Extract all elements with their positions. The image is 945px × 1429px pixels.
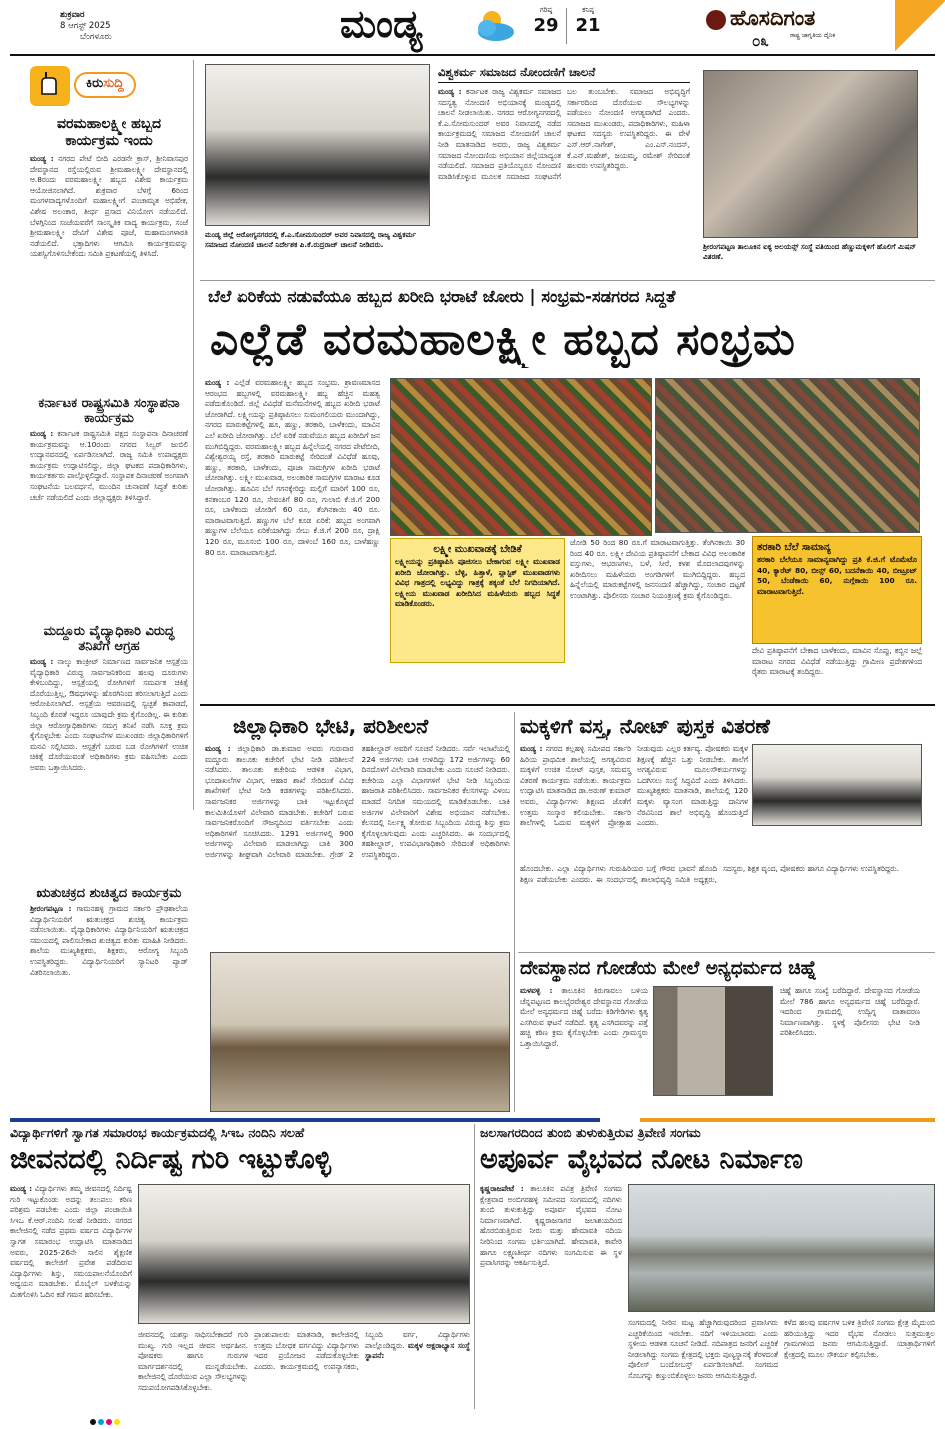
corner-band (895, 0, 945, 52)
books-headline: ಮಕ್ಕಳಿಗೆ ವಸ್ತ್ರ, ನೋಟ್ ಪುಸ್ತಕ ವಿತರಣೆ (520, 714, 770, 738)
temple-headline: ದೇವಸ್ಥಾನದ ಗೋಡೆಯ ಮೇಲೆ ಅನ್ಯಧರ್ಮದ ಚಿಹ್ನೆ (520, 958, 817, 979)
temp-min: ಕನಿಷ್ಠ 21 (575, 6, 601, 36)
photo-students-stage (138, 1184, 470, 1324)
brand-logo: ಹೊಸದಿಗಂತ ರಾಷ್ಟ್ರ ಜಾಗೃತಿಯ ದೈನಿಕ (700, 4, 880, 48)
side-column (30, 116, 188, 1051)
page-number: ೦೩ (752, 32, 769, 50)
kiru-label: ಕಿರು (86, 76, 104, 91)
side-article-3: ಮಂಡ್ಯ : ನಾಲ್ಕು ಕಾಂಕ್ರೀಟ್ ನಿರ್ಮಾಣದ ಸಾರ್ವಜನಿಕ ಆಸ್ಪತ್ರೆಯ ವೈದ್ಯಾಧಿಕಾರಿ ವಿರುದ್ಧ ಸಾರ್ವಜನಿಕರಿಂದ ಹಲವು ದೂರುಗಳು ಕೇಳಿಬಂದಿದ್ದು, ಆಸ್ಪತ್ರೆಯಲ್ಲಿ ರೋಗಿಗಳಿಗೆ ಸಮರ್ಪಕ ಚಿಕಿತ್ಸೆ ದೊರೆಯುತ್ತಿಲ್ಲ, ಔಷಧಗಳನ್ನು ಹೊರಗಿನಿಂದ ತರಿಸಲಾಗುತ್ತಿದೆ ಎಂದು ಆರೋಪಿಸಲಾಗಿದೆ. ಆಸ್ಪತ್ರೆಯ ಆವರಣದಲ್ಲಿ ಸ್ವಚ್ಛತೆ ಕಾಪಾಡದೆ, ಸಿಬ್ಬಂದಿ ಕೊರತೆ ಇದ್ದರೂ ಯಾವುದೇ ಕ್ರಮ ಕೈಗೊಂಡಿಲ್ಲ. ಈ ಕುರಿತು ಜಿಲ್ಲಾ ಆರೋಗ್ಯಾಧಿಕಾರಿಗಳು ಸಮಗ್ರ ತನಿಖೆ ನಡೆಸಿ ಸೂಕ್ತ ಕ್ರಮ ಕೈಗೊಳ್ಳಬೇಕು ಎಂದು ಸಂಘಟನೆಗಳ ಮುಖಂಡರು ಜಿಲ್ಲಾಧಿಕಾರಿಗಳಿಗೆ ಮನವಿ ಸಲ್ಲಿಸಿದರು. ಆಸ್ಪತ್ರೆಗೆ ಬರುವ ಬಡ ರೋಗಿಗಳಿಗೆ ಉಚಿತ ಚಿಕಿತ್ಸೆ ದೊರೆಯುವಂತೆ ಅಧಿಕಾರಿಗಳು ಕ್ರಮ ವಹಿಸಬೇಕು ಎಂದು ಅವರು ಒತ್ತಾಯಿಸಿದರು. (30, 657, 188, 772)
triveni-headline: ಅಪೂರ್ವ ವೈಭವದ ನೋಟ ನಿರ್ಮಾಣ (480, 1144, 803, 1175)
kiru-suddi-badge (30, 66, 178, 106)
edition-info (60, 10, 112, 43)
lead-body-2: ಜೋಡಿ 50 ರಿಂದ 80 ರೂ.ಗೆ ಮಾರಾಟವಾಗುತ್ತಿತ್ತು. ತೆಂಗಿನಕಾಯಿ 30 ರಿಂದ 40 ರೂ. ಲಕ್ಷ್ಮೀ ದೇವಿಯ ಪ್ರತಿಷ್ಠಾಪನೆಗೆ ಬೇಕಾದ ವಿವಿಧ ಅಲಂಕಾರಿಕ ವಸ್ತುಗಳು, ಆಭರಣಗಳು, ಬಳೆ, ಸೀರೆ, ಕಳಶ ಮೊದಲಾದವುಗಳನ್ನು ಖರೀದಿಸಲು ಮಹಿಳೆಯರು ಅಂಗಡಿಗಳಿಗೆ ಮುಗಿಬಿದ್ದಿದ್ದರು. ಹಬ್ಬದ ಹಿನ್ನೆಲೆಯಲ್ಲಿ ಮಾರುಕಟ್ಟೆಗಳಲ್ಲಿ ಜನಸಂದಣಿ ಹೆಚ್ಚಾಗಿದ್ದು, ಸಂಚಾರ ದಟ್ಟಣೆ ಉಂಟಾಗಿತ್ತು. ಪೊಲೀಸರು ಸಂಚಾರ ನಿಯಂತ್ರಣಕ್ಕೆ ಕ್ರಮ ಕೈಗೊಂಡಿದ್ದರು. (570, 538, 745, 600)
side-headline-1: ವರಮಹಾಲಕ್ಷ್ಮೀ ಹಬ್ಬದ ಕಾರ್ಯಕ್ರಮ ಇಂದು (56, 116, 162, 149)
students-headline: ಜೀವನದಲ್ಲಿ ನಿರ್ದಿಷ್ಟ ಗುರಿ ಇಟ್ಟುಕೊಳ್ಳಿ (10, 1144, 332, 1175)
masthead (0, 0, 945, 52)
dc-visit-article: ಜಿಲ್ಲಾಧಿಕಾರಿ ಭೇಟಿ, ಪರಿಶೀಲನೆ ಮಂಡ್ಯ : ಜಿಲ್ಲಾಧಿಕಾರಿ ಡಾ.ಕುಮಾರ ಅವರು ಗುರುವಾರ ಮದ್ದೂರು ತಾಲೂಕು ಕಚೇರಿಗೆ ಭೇಟಿ ನೀಡಿ ಪರಿಶೀಲನೆ ನಡೆಸಿದರು. ತಾಲೂಕು ಕಚೇರಿಯ ಆಡಳಿತ ವಿಭಾಗ, ಭೂದಾಖಲೆಗಳ ವಿಭಾಗ, ಆಹಾರ ಶಾಖೆ ಸೇರಿದಂತೆ ವಿವಿಧ ಶಾಖೆಗಳಿಗೆ ಭೇಟಿ ನೀಡಿ ಕಡತಗಳನ್ನು ಪರಿಶೀಲಿಸಿದರು. ಸಾರ್ವಜನಿಕರ ಅರ್ಜಿಗಳನ್ನು ಬಾಕಿ ಇಟ್ಟುಕೊಳ್ಳದೆ ಕಾಲಮಿತಿಯೊಳಗೆ ವಿಲೇವಾರಿ ಮಾಡಬೇಕು. ಕಚೇರಿಗೆ ಬರುವ ಸಾರ್ವಜನಿಕರೊಂದಿಗೆ ಸೌಜನ್ಯದಿಂದ ವರ್ತಿಸಬೇಕು ಎಂದು ಅಧಿಕಾರಿಗಳಿಗೆ ಸೂಚಿಸಿದರು. 1291 ಅರ್ಜಿಗಳಲ್ಲಿ 900 ಅರ್ಜಿಗಳನ್ನು ವಿಲೇವಾರಿ ಮಾಡಲಾಗಿದ್ದು ಬಾಕಿ 300 ಅರ್ಜಿಗಳನ್ನು ಶೀಘ್ರವಾಗಿ ವಿಲೇವಾರಿ ಮಾಡಬೇಕು. ಗ್ರೇಡ್ 2 ತಹಶೀಲ್ದಾರ್ ಅವರಿಗೆ ಸೂಚನೆ ನೀಡಿದರು. ಸರ್ವೆ ಇಲಾಖೆಯಲ್ಲಿ 224 ಅರ್ಜಿಗಳು ಬಾಕಿ ಉಳಿದಿದ್ದು 172 ಅರ್ಜಿಗಳನ್ನು 60 ದಿನದೊಳಗೆ ವಿಲೇವಾರಿ ಮಾಡಬೇಕು ಎಂದು ಸೂಚನೆ ನೀಡಿದರು. ಕಚೇರಿಯ ಎಲ್ಲಾ ವಿಭಾಗಗಳಿಗೆ ಭೇಟಿ ನೀಡಿ ಸಿಬ್ಬಂದಿಯ ಹಾಜರಾತಿ ಪರಿಶೀಲಿಸಿದರು. ಸಾರ್ವಜನಿಕರ ಕೆಲಸಗಳನ್ನು ವಿಳಂಬ ಮಾಡದೆ ನಿಗದಿತ ಸಮಯದಲ್ಲಿ ಮಾಡಿಕೊಡಬೇಕು. ಬಾಕಿ ಅರ್ಜಿಗಳ ವಿಲೇವಾರಿಗೆ ವಿಶೇಷ ಅಭಿಯಾನ ನಡೆಸಬೇಕು. ಕೆಲಸದಲ್ಲಿ ನಿರ್ಲಕ್ಷ್ಯ ತೋರುವ ಸಿಬ್ಬಂದಿಯ ವಿರುದ್ಧ ಶಿಸ್ತು ಕ್ರಮ ಕೈಗೊಳ್ಳಲಾಗುವುದು ಎಂದು ಎಚ್ಚರಿಸಿದರು. ಈ ಸಂದರ್ಭದಲ್ಲಿ ತಹಶೀಲ್ದಾರ್, ಉಪವಿಭಾಗಾಧಿಕಾರಿ ಸೇರಿದಂತೆ ಅಧಿಕಾರಿಗಳು ಉಪಸ್ಥಿತರಿದ್ದರು. (205, 714, 510, 859)
photo-vishwakarma-group (205, 64, 430, 226)
side-article-2: ಮಂಡ್ಯ : ಕರ್ನಾಟಕ ರಾಷ್ಟ್ರಸಮಿತಿ ಪಕ್ಷದ ಸಂಸ್ಥಾಪನಾ ದಿನಾಚರಣೆ ಕಾರ್ಯಕ್ರಮವನ್ನು ಆ.10ರಂದು ನಗರದ ಸಿಲ್ವರ್ ಜುಬಿಲಿ ಉದ್ಯಾನವನದಲ್ಲಿ ಏರ್ಪಡಿಸಲಾಗಿದೆ. ರಾಜ್ಯ ಸಮಿತಿ ಉಪಾಧ್ಯಕ್ಷರು ಕಾರ್ಯಕ್ರಮ ಉದ್ಘಾಟಿಸಲಿದ್ದು, ಜಿಲ್ಲಾ ಘಟಕದ ಪದಾಧಿಕಾರಿಗಳು, ಕಾರ್ಯಕರ್ತರು ಪಾಲ್ಗೊಳ್ಳಲಿದ್ದಾರೆ. ಸಂಸ್ಥಾಪಕ ದಿನಾಚರಣೆ ಅಂಗವಾಗಿ ಸಂಘಟನೆಯ ಬಲವರ್ಧನೆ, ಮುಂದಿನ ಚುನಾವಣೆ ಸಿದ್ಧತೆ ಕುರಿತು ಚರ್ಚೆ ನಡೆಯಲಿದೆ ಎಂದು ಜಿಲ್ಲಾಧ್ಯಕ್ಷರು ತಿಳಿಸಿದ್ದಾರೆ. (30, 429, 188, 502)
triveni-article: ಜಲಸಾಗರದಿಂದ ತುಂಬಿ ತುಳುಕುತ್ತಿರುವ ತ್ರಿವೇಣಿ ಸಂಗಮ ಅಪೂರ್ವ ವೈಭವದ ನೋಟ ನಿರ್ಮಾಣ ಕೃಷ್ಣರಾಜಪೇಟೆ : ತಾಲೂಕಿನ ಪವಿತ್ರ ತ್ರಿವೇಣಿ ಸಂಗಮ ಕ್ಷೇತ್ರವಾದ ಅಂಬಿಗರಹಳ್ಳಿ ಸಮೀಪದ ಸಂಗಮದಲ್ಲಿ ನದಿಗಳು ತುಂಬಿ ತುಳುಕುತ್ತಿದ್ದು ಅಪೂರ್ವ ವೈಭವದ ನೋಟ ನಿರ್ಮಾಣವಾಗಿದೆ. ಕೃಷ್ಣರಾಜಸಾಗರ ಜಲಾಶಯದಿಂದ ಹೊರಬಿಡುತ್ತಿರುವ ನೀರು ಮತ್ತು ಹೇಮಾವತಿ ನದಿಯ ನೀರಿನಿಂದ ಸಂಗಮ ಭರ್ತಿಯಾಗಿದೆ. ಹೇಮಾವತಿ, ಕಾವೇರಿ ಹಾಗೂ ಲಕ್ಷ್ಮಣತೀರ್ಥ ನದಿಗಳು ಸಂಗಮಿಸುವ ಈ ಸ್ಥಳ ಪ್ರವಾಸಿಗರನ್ನು ಆಕರ್ಷಿಸುತ್ತಿದೆ. ಸಂಗಮದಲ್ಲಿ ನೀರಿನ ಮಟ್ಟ ಹೆಚ್ಚಾಗಿರುವುದರಿಂದ ಪ್ರವಾಸಿಗರು ಎಚ್ಚರಿಕೆಯಿಂದ ಇರಬೇಕು. ನದಿಗೆ ಇಳಿಯಬಾರದು ಎಂದು ಸ್ಥಳೀಯ ಆಡಳಿತ ಸೂಚನೆ ನೀಡಿದೆ. ನದಿಪಾತ್ರದ ಜನರಿಗೆ ಎಚ್ಚರಿಕೆ ನೀಡಲಾಗಿದ್ದು ಸಂಗಮ ಕ್ಷೇತ್ರದಲ್ಲಿ ಭಕ್ತರು ಪುಣ್ಯಸ್ನಾನಕ್ಕೆ ತೆರಳದಂತೆ ಪೊಲೀಸ್ ಬಂದೋಬಸ್ತ್ ಏರ್ಪಡಿಸಲಾಗಿದೆ. ಸಂಗಮದ ಸೊಬಗನ್ನು ಕಣ್ತುಂಬಿಕೊಳ್ಳಲು ಜನರು ಆಗಮಿಸುತ್ತಿದ್ದಾರೆ. ಕಳೆದ ಹಲವು ವರ್ಷಗಳ ಬಳಿಕ ತ್ರಿವೇಣಿ ಸಂಗಮ ಕ್ಷೇತ್ರ ಮೈದುಂಬಿ ಹರಿಯುತ್ತಿದ್ದು ಇದರ ವೈಭವ ನೋಡಲು ಸುತ್ತಮುತ್ತಲ ಗ್ರಾಮಗಳಿಂದ ಜನರು ಆಗಮಿಸುತ್ತಿದ್ದಾರೆ. ಯಾತ್ರಾರ್ಥಿಗಳಿಗೆ ಕ್ಷೇತ್ರದಲ್ಲಿ ಮೂಲ ಸೌಕರ್ಯ ಕಲ್ಪಿಸಬೇಕು. (480, 1125, 935, 1380)
side-article-4: ಶ್ರೀರಂಗಪಟ್ಟಣ : ಗಾಮನಹಳ್ಳಿ ಗ್ರಾಮದ ಸರ್ಕಾರಿ ಪ್ರೌಢಶಾಲೆಯ ವಿದ್ಯಾರ್ಥಿನಿಯರಿಗೆ ಋತುಚಕ್ರದ ಶುಚಿತ್ವ ಕಾರ್ಯಕ್ರಮ ನಡೆಸಲಾಯಿತು. ವೈದ್ಯಾಧಿಕಾರಿಗಳು ವಿದ್ಯಾರ್ಥಿನಿಯರಿಗೆ ಋತುಚಕ್ರದ ಸಮಯದಲ್ಲಿ ಪಾಲಿಸಬೇಕಾದ ಶುಚಿತ್ವದ ಕುರಿತು ಮಾಹಿತಿ ನೀಡಿದರು. ಶಾಲೆಯ ಮುಖ್ಯಶಿಕ್ಷಕರು, ಶಿಕ್ಷಕರು, ಆರೋಗ್ಯ ಸಿಬ್ಬಂದಿ ಉಪಸ್ಥಿತರಿದ್ದರು. ವಿದ್ಯಾರ್ಥಿನಿಯರಿಗೆ ಸ್ಯಾನಿಟರಿ ಪ್ಯಾಡ್ ವಿತರಿಸಲಾಯಿತು. (30, 904, 188, 977)
caption-vishwakarma: ಮಂಡ್ಯ ಜಿಲ್ಲೆ ಆರೋಗ್ಯನಗರದಲ್ಲಿ ಕೆ.ಎ.ಸೋಮಸುಂದರ್ ಅವರ ನಿವಾಸದಲ್ಲಿ ರಾಜ್ಯ ವಿಶ್ವಕರ್ಮ ಸಮಾಜದ ನೋಂದಣಿ ಚಾಲನೆ ನಿರ್ದೇಶಕ ಪಿ.ಕೆ.ರುದ್ರರಾಜ್ ಚಾಲನೆ ನೀಡಿದರು. (205, 230, 417, 249)
students-kicker: ವಿದ್ಯಾರ್ಥಿಗಳಿಗೆ ಸ್ವಾಗತ ಸಮಾರಂಭ ಕಾರ್ಯಕ್ರಮದಲ್ಲಿ ಸಿಇಒ ನಂದಿನಿ ಸಲಹೆ (10, 1125, 305, 1140)
section-title: ಮಂಡ್ಯ (340, 2, 423, 46)
lead-body: ಮಂಡ್ಯ : ಎಲ್ಲೆಡೆ ವರಮಹಾಲಕ್ಷ್ಮೀ ಹಬ್ಬದ ಸಂಭ್ರಮ. ಶ್ರಾವಣಮಾಸದ ಆರಂಭದ ಹಬ್ಬಗಳಲ್ಲಿ ವರಮಹಾಲಕ್ಷ್ಮೀ ಹಬ್ಬ ಹೆಚ್ಚಿನ ಮಹತ್ವ ಪಡೆದುಕೊಂಡಿದೆ. ಜಿಲ್ಲೆ ವಿವಿಧೆಡೆ ಮನೆಮನೆಗಳಲ್ಲಿ ಹಬ್ಬದ ಖರೀದಿ ಭರಾಟೆ ಜೋರಾಗಿದೆ. ಲಕ್ಷ್ಮೀಯನ್ನು ಪ್ರತಿಷ್ಠಾಪಿಸಲು ಸುಮಂಗಲಿಯರು ಮುಂದಾಗಿದ್ದು, ನಗರದ ಮಾರುಕಟ್ಟೆಗಳಲ್ಲಿ ಹೂ, ಹಣ್ಣು, ತರಕಾರಿ, ಬಾಳೆಕಂದು, ಮಾವಿನ ಎಲೆ ಖರೀದಿ ಜೋರಾಗಿತ್ತು. ಬೆಲೆ ಏರಿಕೆ ನಡುವೆಯೂ ಹಬ್ಬದ ಖರೀದಿಗೆ ಜನ ಮುಗಿಬಿದ್ದಿದ್ದರು. ವರಮಹಾಲಕ್ಷ್ಮೀ ಹಬ್ಬದ ಹಿನ್ನೆಲೆಯಲ್ಲಿ ನಗರದ ಪೇಟೆಬೀದಿ, ವಿಶ್ವೇಶ್ವರಯ್ಯ ರಸ್ತೆ, ತರಕಾರಿ ಮಾರುಕಟ್ಟೆ ಸೇರಿದಂತೆ ವಿವಿಧೆಡೆ ಹೂವು, ಹಣ್ಣು, ತರಕಾರಿ, ಬಾಳೆಕಂದು, ಪೂಜಾ ಸಾಮಗ್ರಿಗಳ ಖರೀದಿ ಭರಾಟೆ ಜೋರಾಗಿತ್ತು. ಲಕ್ಷ್ಮೀ ಮುಖವಾಡ, ಅಲಂಕಾರಿಕ ಸಾಮಗ್ರಿಗಳ ಮಾರಾಟ ಕೂಡ ಜೋರಾಗಿತ್ತು. ಹೂವಿನ ಬೆಲೆ ಗಗನಕ್ಕೇರಿದ್ದು ಮಲ್ಲಿಗೆ ಮಾರಿಗೆ 100 ರೂ, ಕನಕಾಂಬರ 120 ರೂ, ಸೇವಂತಿಗೆ 80 ರೂ, ಗುಲಾಬಿ ಕೆ.ಜಿ.ಗೆ 200 ರೂ, ಬಾಳೆಕಂದು ಜೋಡಿಗೆ 60 ರೂ, ತೆಂಗಿನಕಾಯಿ 40 ರೂ. ಮಾರಾಟವಾಗುತ್ತಿದೆ. ಹಣ್ಣುಗಳ ಬೆಲೆ ಕೂಡ ಏರಿಕೆ: ಹಬ್ಬದ ಅಂಗವಾಗಿ ಹಣ್ಣುಗಳ ಬೆಲೆಯೂ ಏರಿಕೆಯಾಗಿದ್ದು ಸೇಬು ಕೆ.ಜಿ.ಗೆ 200 ರೂ, ದ್ರಾಕ್ಷಿ 120 ರೂ, ಮೂಸಂಬಿ 100 ರೂ, ದಾಳಿಂಬೆ 160 ರೂ, ಬಾಳೆಹಣ್ಣು 80 ರೂ. ಮಾರಾಟವಾಗುತ್ತಿದೆ. (205, 378, 380, 557)
vishwakarma-headline: ವಿಶ್ವಕರ್ಮ ಸಮಾಜದ ನೋಂದಣಿಗೆ ಚಾಲನೆ (438, 64, 690, 83)
photo-vegetable-market (390, 378, 652, 536)
photo-temple-wall (653, 986, 773, 1096)
registration-marks (90, 1410, 890, 1418)
side-divider (193, 60, 194, 810)
masthead-rule (10, 54, 935, 56)
photo-flower-market (655, 378, 920, 533)
photo-dc-meeting (210, 952, 510, 1112)
day-label: ಶುಕ್ರವಾರ (60, 10, 85, 20)
suddi-label: ಸುದ್ದಿ (103, 76, 124, 91)
photo-sewing-machine (703, 70, 918, 238)
lead-headline: ಎಲ್ಲೆಡೆ ವರಮಹಾಲಕ್ಷ್ಮೀ ಹಬ್ಬದ ಸಂಭ್ರಮ (210, 314, 796, 365)
city-label: ಬೆಂಗಳೂರು (80, 32, 112, 42)
bottom-rule-orange (640, 1118, 935, 1122)
side-headline-3: ಮದ್ದೂರು ವೈದ್ಯಾಧಿಕಾರಿ ವಿರುದ್ಧ ತನಿಖೆಗೆ ಆಗ್ರಹ (43, 624, 175, 654)
side-headline-4: ಋತುಚಕ್ರದ ಶುಚಿತ್ವದ ಕಾರ್ಯಕ್ರಮ (36, 886, 182, 901)
books-article: ಮಕ್ಕಳಿಗೆ ವಸ್ತ್ರ, ನೋಟ್ ಪುಸ್ತಕ ವಿತರಣೆ ಮಂಡ್ಯ : ನಗರದ ಕಲ್ಲಹಳ್ಳಿ ಸಮೀಪದ ಸರ್ಕಾರಿ ಹಿರಿಯ ಪ್ರಾಥಮಿಕ ಶಾಲೆಯಲ್ಲಿ ಅಗತ್ಯವಿರುವ ಮಕ್ಕಳಿಗೆ ಉಚಿತ ನೋಟ್ ಪುಸ್ತಕ, ಸಮವಸ್ತ್ರ ವಿತರಣೆ ಕಾರ್ಯಕ್ರಮ ನಡೆಯಿತು. ಕಾರ್ಯಕ್ರಮ ಉದ್ಘಾಟಿಸಿ ಮಾತನಾಡಿದ ಡಾ.ಅರುಣ್ ಕುಮಾರ್ ಅವರು, ವಿದ್ಯಾರ್ಥಿಗಳು ಶಿಕ್ಷಣದ ಜೊತೆಗೆ ಉತ್ತಮ ಸಂಸ್ಕಾರ ಕಲಿಯಬೇಕು. ಸರ್ಕಾರಿ ಶಾಲೆಗಳಲ್ಲಿ ಓದುವ ಮಕ್ಕಳಿಗೆ ಪ್ರೋತ್ಸಾಹ ನೀಡುವುದು ಎಲ್ಲರ ಕರ್ತವ್ಯ. ಪೋಷಕರು ಮಕ್ಕಳ ಶಿಕ್ಷಣಕ್ಕೆ ಹೆಚ್ಚಿನ ಒತ್ತು ನೀಡಬೇಕು. ಶಾಲೆಗೆ ಅಗತ್ಯವಿರುವ ಮೂಲಸೌಕರ್ಯಗಳನ್ನು ಒದಗಿಸಲು ಸಂಸ್ಥೆ ಸಿದ್ಧವಿದೆ ಎಂದು ತಿಳಿಸಿದರು. ಮುಖ್ಯಶಿಕ್ಷಕರು ಮಾತನಾಡಿ, ಶಾಲೆಯಲ್ಲಿ 120 ಮಕ್ಕಳು ವ್ಯಾಸಂಗ ಮಾಡುತ್ತಿದ್ದು ದಾನಿಗಳ ನೆರವಿನಿಂದ ಶಾಲೆ ಅಭಿವೃದ್ಧಿ ಹೊಂದುತ್ತಿದೆ ಎಂದರು. ಹೊಂದಬೇಕು. ಎಲ್ಲಾ ವಿದ್ಯಾರ್ಥಿಗಳು ಗುರುಹಿರಿಯರ ಬಗ್ಗೆ ಗೌರವ ಭಾವನೆ ಹೊಂದಿ ಶಿಕ್ಷಣ ಪಡೆಯಬೇಕು ಎಂದರು. ಈ ಸಂದರ್ಭದಲ್ಲಿ ಶಾಲಾಭಿವೃದ್ಧಿ ಸಮಿತಿ ಅಧ್ಯಕ್ಷರು, ಸದಸ್ಯರು, ಶಿಕ್ಷಕ ವೃಂದ, ಪೋಷಕರು ಹಾಗೂ ವಿದ್ಯಾರ್ಥಿಗಳು ಉಪಸ್ಥಿತರಿದ್ದರು. (520, 712, 920, 952)
lead-body-3: ದೇವಿ ಪ್ರತಿಷ್ಠಾಪನೆಗೆ ಬೇಕಾದ ಬಾಳೆಕಂದು, ಮಾವಿನ ಸೊಪ್ಪು, ಕಬ್ಬಿನ ಜಲ್ಲೆ ಮಾರಾಟ ನಗರದ ವಿವಿಧೆಡೆ ನಡೆಯುತ್ತಿದ್ದು ಗ್ರಾಮೀಣ ಪ್ರದೇಶಗಳಿಂದ ರೈತರು ಮಾರಾಟಕ್ಕೆ ತಂದಿದ್ದರು. (752, 646, 922, 677)
temple-article: ದೇವಸ್ಥಾನದ ಗೋಡೆಯ ಮೇಲೆ ಅನ್ಯಧರ್ಮದ ಚಿಹ್ನೆ ಮಳವಳ್ಳಿ : ತಾಲೂಕಿನ ಕಿರುಗಾವಲು ಬಳಿಯ ಚೆನ್ನಪಟ್ಟಣದ ಕಾಲಭೈರವೇಶ್ವರ ದೇವಸ್ಥಾನದ ಗೋಡೆಯ ಮೇಲೆ ಅನ್ಯಧರ್ಮದ ಚಿಹ್ನೆ ಬರೆದು ಕಿಡಿಗೇಡಿಗಳು ಕೃತ್ಯ ಎಸಗಿರುವ ಘಟನೆ ನಡೆದಿದೆ. ಕೃತ್ಯ ಎಸಗಿದವರನ್ನು ಪತ್ತೆ ಹಚ್ಚಿ ಕಠಿಣ ಕ್ರಮ ಕೈಗೊಳ್ಳಬೇಕು ಎಂದು ಗ್ರಾಮಸ್ಥರು ಒತ್ತಾಯಿಸಿದ್ದಾರೆ. ಚಿಹ್ನೆ ಹಾಗೂ ಸಂಖ್ಯೆ ಬರೆದಿದ್ದಾರೆ. ದೇವಸ್ಥಾನದ ಗೋಡೆಯ ಮೇಲೆ 786 ಹಾಗೂ ಅನ್ಯಧರ್ಮದ ಚಿಹ್ನೆ ಬರೆದಿದ್ದಾರೆ. ಇದರಿಂದ ಗ್ರಾಮದಲ್ಲಿ ಉದ್ವಿಗ್ನ ವಾತಾವರಣ ನಿರ್ಮಾಣವಾಗಿತ್ತು. ಸ್ಥಳಕ್ಕೆ ಪೊಲೀಸರು ಭೇಟಿ ನೀಡಿ ಪರಿಶೀಲಿಸಿದರು. (520, 956, 920, 1106)
vegetable-price-box: ತರಕಾರಿ ಬೆಲೆ ಸಾಮಾನ್ಯ ತರಕಾರಿ ಬೆಲೆಯೂ ಸಾಮಾನ್ಯವಾಗಿದ್ದು ಪ್ರತಿ ಕೆ.ಜಿ.ಗೆ ಟೊಮೆಟೊ 40, ಕ್ಯಾರೆಟ್ 80, ಬೀನ್ಸ್ 60, ಬದನೆಕಾಯಿ 40, ಬೀಟ್ರೂಟ್ 50, ಬೆಂಡೆಕಾಯಿ 60, ನುಗ್ಗೆಕಾಯಿ 100 ರೂ. ಮಾರಾಟವಾಗುತ್ತಿದೆ. (752, 536, 922, 644)
dc-visit-headline: ಜಿಲ್ಲಾಧಿಕಾರಿ ಭೇಟಿ, ಪರಿಶೀಲನೆ (233, 714, 429, 738)
lead-price-strip (390, 668, 565, 698)
photo-triveni-sangama (628, 1184, 935, 1312)
lamp-icon (706, 10, 726, 30)
lakshmi-mask-box: ಲಕ್ಷ್ಮೀ ಮುಖವಾಡಕ್ಕೆ ಬೇಡಿಕೆ ಲಕ್ಷ್ಮೀಯನ್ನು ಪ್ರತಿಷ್ಠಾಪಿಸಿ ಪೂಜಿಸಲು ಬೇಕಾಗುವ ಲಕ್ಷ್ಮೀ ಮುಖವಾಡ ಖರೀದಿ ಜೋರಾಗಿತ್ತು. ಬೆಳ್ಳಿ, ಹಿತ್ತಾಳೆ, ಪ್ಲಾಸ್ಟಿಕ್ ಮುಖವಾಡಗಳು ವಿವಿಧ ಗಾತ್ರದಲ್ಲಿ ಲಭ್ಯವಿದ್ದು ಗಾತ್ರಕ್ಕೆ ತಕ್ಕಂತೆ ಬೆಲೆ ನಿಗದಿಯಾಗಿದೆ. ಲಕ್ಷ್ಮೀಯ ಮುಖವಾಡ ಖರೀದಿಸಿದ ಮಹಿಳೆಯರು ಹಬ್ಬದ ಸಿದ್ಧತೆ ಮಾಡಿಕೊಂಡರು. (390, 538, 565, 663)
side-article-1: ಮಂಡ್ಯ : ನಗರದ ಪೇಟೆ ಬೀದಿ ಎರಡನೇ ಕ್ರಾಸ್, ಶ್ರೀನಿವಾಸಪುರ ದೇವಸ್ಥಾನದ ರಸ್ತೆಯಲ್ಲಿರುವ ಶ್ರೀಮಹಾಲಕ್ಷ್ಮೀ ದೇವಸ್ಥಾನದಲ್ಲಿ ಆ.8ರಂದು ವರಮಹಾಲಕ್ಷ್ಮೀ ಹಬ್ಬದ ವಿಶೇಷ ಕಾರ್ಯಕ್ರಮ ಆಯೋಜಿಸಲಾಗಿದೆ. ಶುಕ್ರವಾರ ಬೆಳಗ್ಗೆ 6ರಿಂದ ಮಂಗಳವಾದ್ಯಗಳೊಂದಿಗೆ ಮಹಾಲಕ್ಷ್ಮೀಗೆ ಪಂಚಾಮೃತ ಅಭಿಷೇಕ, ವಿಶೇಷ ಅಲಂಕಾರ, ತೀರ್ಥ ಪ್ರಸಾದ ವಿನಿಯೋಗ ನಡೆಯಲಿದೆ. ಬೆಳಗ್ಗಿನಿಂದ ಸಂಜೆಯವರೆಗೆ ಸಾಂಸ್ಕೃತಿಕ ವಾದ್ಯ ಕಾರ್ಯಕ್ರಮ, ಸಂಜೆ ಶ್ರೀಮಹಾಲಕ್ಷ್ಮೀ ದೇವಿಗೆ ವಿಶೇಷ ಪೂಜೆ, ಮಹಾಮಂಗಳಾರತಿ ನಡೆಯಲಿದೆ. ಭಕ್ತಾದಿಗಳು ಆಗಮಿಸಿ ಕಾರ್ಯಕ್ರಮವನ್ನು ಯಶಸ್ವಿಗೊಳಿಸಬೇಕೆಂದು ಸಮಿತಿ ಪ್ರಕಟಣೆಯಲ್ಲಿ ತಿಳಿಸಿದೆ. (30, 154, 188, 259)
side-headline-2: ಕರ್ನಾಟಕ ರಾಷ್ಟ್ರಸಮಿತಿ ಸಂಸ್ಥಾಪನಾ ಕಾರ್ಯಕ್ರಮ (38, 396, 180, 426)
caption-sewing: ಶ್ರೀರಂಗಪಟ್ಟಣ ತಾಲೂಕಿನ ಐಕ್ಯ ಅಲಯನ್ಸ್ ಸಂಸ್ಥೆ ವತಿಯಿಂದ ಹೆಣ್ಣುಮಕ್ಕಳಿಗೆ ಹೊಲಿಗೆ ಮಿಷನ್ ವಿತರಣೆ. (703, 242, 917, 261)
hand-icon (30, 66, 70, 106)
triveni-kicker: ಜಲಸಾಗರದಿಂದ ತುಂಬಿ ತುಳುಕುತ್ತಿರುವ ತ್ರಿವೇಣಿ ಸಂಗಮ (480, 1125, 701, 1140)
vishwakarma-article: ವಿಶ್ವಕರ್ಮ ಸಮಾಜದ ನೋಂದಣಿಗೆ ಚಾಲನೆ ಮಂಡ್ಯ : ಕರ್ನಾಟಕ ರಾಜ್ಯ ವಿಶ್ವಕರ್ಮ ಸಮಾಜದ ಸದಸ್ಯತ್ವ ನೋಂದಣಿ ಅಭಿಯಾನಕ್ಕೆ ಮಂಡ್ಯದಲ್ಲಿ ಚಾಲನೆ ನೀಡಲಾಯಿತು. ನಗರದ ಆರೋಗ್ಯನಗರದಲ್ಲಿ ಕೆ.ಎ.ಸೋಮಸುಂದರ್ ಅವರ ನಿವಾಸದಲ್ಲಿ ನಡೆದ ಕಾರ್ಯಕ್ರಮದಲ್ಲಿ ಸಮಾಜದ ನೋಂದಣಿಗೆ ಚಾಲನೆ ನೀಡಿ ಮಾತನಾಡಿದ ಅವರು, ರಾಜ್ಯ ವಿಶ್ವಕರ್ಮ ಸಮಾಜದ ನೋಂದಣಿಯ ಅಭಿಯಾನ ಜಿಲ್ಲೆಯಾದ್ಯಂತ ನಡೆಯಲಿದೆ. ಸಮಾಜದ ಪ್ರತಿಯೊಬ್ಬರೂ ನೋಂದಣಿ ಮಾಡಿಸಿಕೊಳ್ಳುವ ಮೂಲಕ ಸಮಾಜದ ಸಂಘಟನೆಗೆ ಬಲ ತುಂಬಬೇಕು. ಸಮಾಜದ ಅಭಿವೃದ್ಧಿಗೆ ಸರ್ಕಾರದಿಂದ ದೊರೆಯುವ ಸೌಲಭ್ಯಗಳನ್ನು ಪಡೆಯಲು ನೋಂದಣಿ ಅಗತ್ಯವಾಗಿದೆ ಎಂದರು. ಸಮಾಜದ ಮುಖಂಡರು, ಪದಾಧಿಕಾರಿಗಳು, ಮಹಿಳಾ ಘಟಕದ ಸದಸ್ಯರು ಉಪಸ್ಥಿತರಿದ್ದರು. ಈ ವೇಳೆ ಎಸ್.ಆರ್.ನಾಗೇಶ್, ಎಂ.ಎಸ್.ನಂದನ್, ಕೆ.ಎನ್.ಮಹೇಶ್, ಜಯಮ್ಮ, ರಮೇಶ್ ಸೇರಿದಂತೆ ಹಲವರು ಉಪಸ್ಥಿತರಿದ್ದರು. (438, 65, 690, 181)
bottom-rule-blue (10, 1118, 600, 1122)
date-label: 8 ಆಗಸ್ಟ್ 2025 (60, 21, 111, 31)
weather-icon (470, 6, 520, 46)
temp-max: ಗರಿಷ್ಠ 29 (533, 6, 559, 36)
photo-books-distribution (752, 744, 922, 826)
students-article: ವಿದ್ಯಾರ್ಥಿಗಳಿಗೆ ಸ್ವಾಗತ ಸಮಾರಂಭ ಕಾರ್ಯಕ್ರಮದಲ್ಲಿ ಸಿಇಒ ನಂದಿನಿ ಸಲಹೆ ಜೀವನದಲ್ಲಿ ನಿರ್ದಿಷ್ಟ ಗುರಿ ಇಟ್ಟುಕೊಳ್ಳಿ ಮಂಡ್ಯ : ವಿದ್ಯಾರ್ಥಿಗಳು ತಮ್ಮ ಜೀವನದಲ್ಲಿ ನಿರ್ದಿಷ್ಟ ಗುರಿ ಇಟ್ಟುಕೊಂಡು ಅದನ್ನು ತಲುಪಲು ಕಠಿಣ ಪರಿಶ್ರಮ ಪಡಬೇಕು ಎಂದು ಜಿಲ್ಲಾ ಪಂಚಾಯಿತಿ ಸಿಇಒ ಕೆ.ಆರ್.ನಂದಿನಿ ಸಲಹೆ ನೀಡಿದರು. ನಗರದ ಕಾಲೇಜಿನಲ್ಲಿ ನಡೆದ ಪ್ರಥಮ ವರ್ಷದ ವಿದ್ಯಾರ್ಥಿಗಳ ಸ್ವಾಗತ ಸಮಾರಂಭ ಉದ್ಘಾಟಿಸಿ ಮಾತನಾಡಿದ ಅವರು, 2025-26ನೇ ಸಾಲಿನ ಶೈಕ್ಷಣಿಕ ವರ್ಷದಲ್ಲಿ ಕಾಲೇಜಿಗೆ ಪ್ರವೇಶ ಪಡೆದಿರುವ ವಿದ್ಯಾರ್ಥಿಗಳು ಶಿಸ್ತು, ಸಮಯಪಾಲನೆಯೊಂದಿಗೆ ಅಧ್ಯಯನ ಮಾಡಬೇಕು. ಮೊಬೈಲ್ ಬಳಕೆಯನ್ನು ಮಿತಗೊಳಿಸಿ ಓದಿನ ಕಡೆ ಗಮನ ಹರಿಸಬೇಕು. ಜೀವನದಲ್ಲಿ ಯಶಸ್ಸು ಸಾಧಿಸಬೇಕಾದರೆ ಗುರಿ ಮುಖ್ಯ. ಗುರಿ ಇಲ್ಲದ ಜೀವನ ಅರ್ಥಹೀನ. ಪೋಷಕರು ಹಾಗೂ ಗುರುಗಳ ಮಾರ್ಗದರ್ಶನದಲ್ಲಿ ಮುನ್ನಡೆಯಬೇಕು. ಕಾಲೇಜಿನಲ್ಲಿ ದೊರೆಯುವ ಎಲ್ಲಾ ಸೌಲಭ್ಯಗಳನ್ನು ಸದುಪಯೋಗಪಡಿಸಿಕೊಳ್ಳಬೇಕು. ಪ್ರಾಂಶುಪಾಲರು ಮಾತನಾಡಿ, ಕಾಲೇಜಿನಲ್ಲಿ ಉತ್ತಮ ಬೋಧಕ ವರ್ಗವಿದ್ದು ವಿದ್ಯಾರ್ಥಿಗಳು ಇದರ ಪ್ರಯೋಜನ ಪಡೆದುಕೊಳ್ಳಬೇಕು ಎಂದರು. ಕಾರ್ಯಕ್ರಮದಲ್ಲಿ ಉಪನ್ಯಾಸಕರು, ಸಿಬ್ಬಂದಿ ವರ್ಗ, ವಿದ್ಯಾರ್ಥಿಗಳು ಪಾಲ್ಗೊಂಡಿದ್ದರು. ಮಕ್ಕಳ ಅಕ್ಷರಾಭ್ಯಾಸ ಸಂಸ್ಥೆ ಸ್ಥಾಪನೆ: (10, 1125, 470, 1392)
lead-kicker: ಬೆಲೆ ಏರಿಕೆಯ ನಡುವೆಯೂ ಹಬ್ಬದ ಖರೀದಿ ಭರಾಟೆ ಜೋರು | ಸಂಭ್ರಮ-ಸಡಗರದ ಸಿದ್ಧತೆ (208, 287, 676, 306)
